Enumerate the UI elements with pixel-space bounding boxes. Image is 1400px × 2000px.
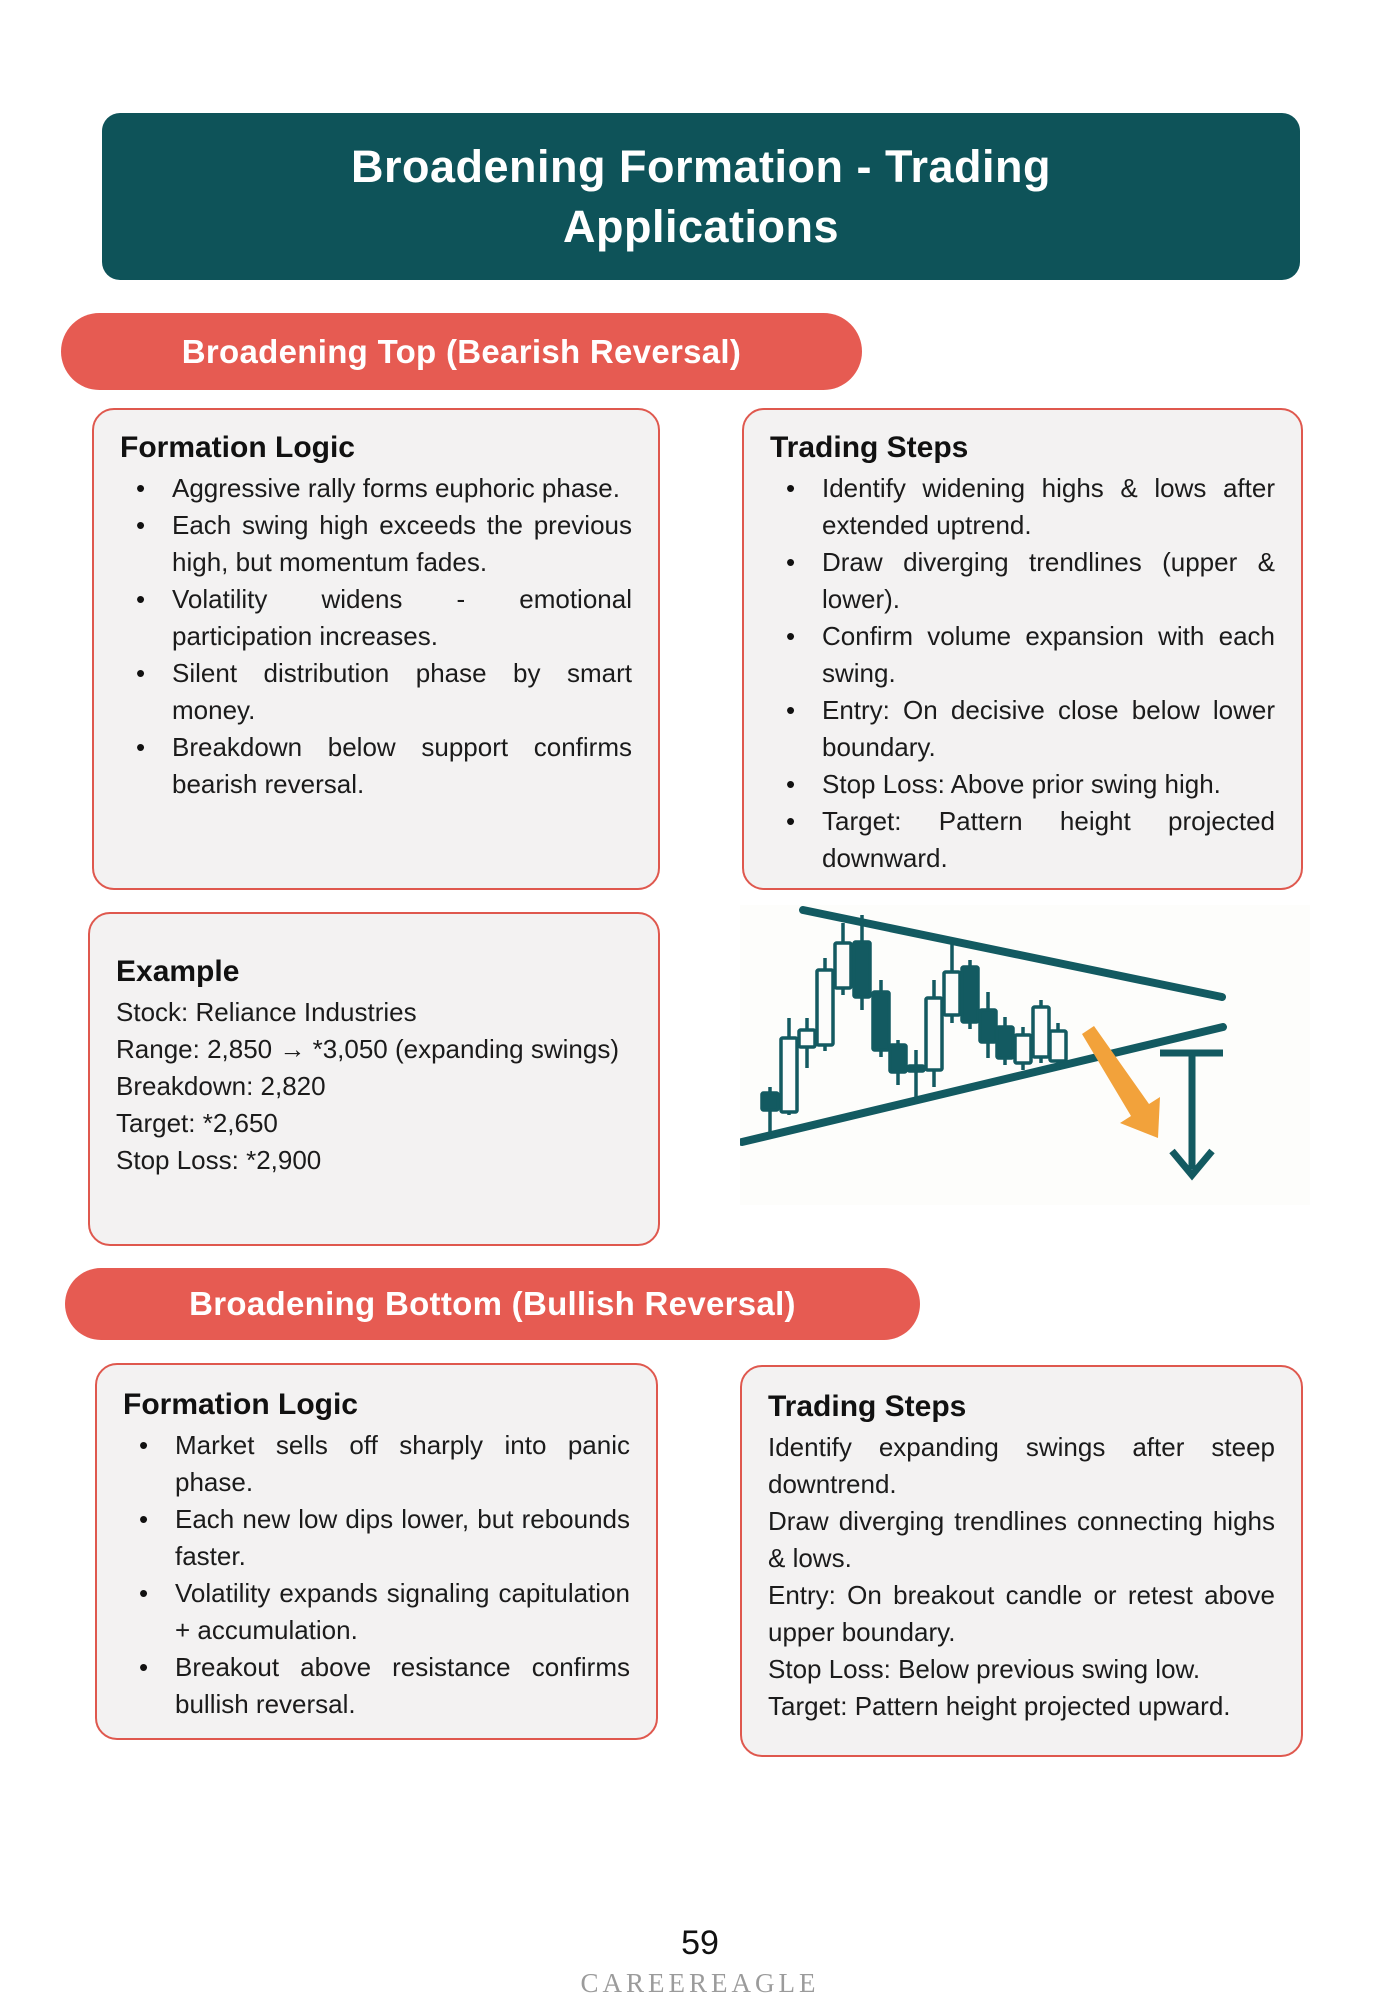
candlestick bbox=[1050, 1023, 1066, 1067]
bullet-item: • Volatility widens - emotional participation increases. bbox=[120, 581, 632, 655]
formation-logic-box-top bbox=[92, 408, 660, 890]
trading-steps-list bbox=[770, 470, 1275, 877]
candlestick bbox=[962, 960, 978, 1029]
bullet-item: • Each new low dips lower, but rebounds faster. bbox=[123, 1501, 630, 1575]
example-line: Target: *2,650 bbox=[116, 1108, 278, 1138]
formation-logic-box-bottom bbox=[95, 1363, 658, 1740]
bullet-item: • Aggressive rally forms euphoric phase. bbox=[120, 470, 632, 507]
bullet-item: • Stop Loss: Above prior swing high. bbox=[770, 766, 1275, 803]
bullet-item: • Breakout above resistance confirms bullish reversal. bbox=[123, 1649, 630, 1723]
bullet-item: • Entry: On decisive close below lower boundary. bbox=[770, 692, 1275, 766]
page-header-banner bbox=[102, 113, 1300, 280]
candlestick bbox=[1015, 1027, 1031, 1070]
box-title: Trading Steps bbox=[768, 1390, 967, 1423]
candlestick bbox=[873, 980, 889, 1057]
example-line: Stop Loss: *2,900 bbox=[116, 1145, 322, 1175]
bullet-item: • Confirm volume expansion with each swing. bbox=[770, 618, 1275, 692]
box-title: Example bbox=[116, 955, 240, 988]
brand-logo-text: CAREEREAGLE bbox=[580, 1968, 820, 1998]
trading-steps-lines bbox=[768, 1429, 1275, 1725]
page-title: Broadening Formation - Trading Applications bbox=[351, 140, 1051, 252]
bullet-item: • Market sells off sharply into panic phase. bbox=[123, 1427, 630, 1501]
trading-step-line: Draw diverging trendlines connecting highs & lows. bbox=[768, 1506, 1275, 1573]
bullet-item: • Each swing high exceeds the previous high, but momentum fades. bbox=[120, 507, 632, 581]
section-banner-label: Broadening Top (Bearish Reversal) bbox=[181, 332, 742, 370]
box-title: Trading Steps bbox=[770, 431, 969, 464]
section-banner-label: Broadening Bottom (Bullish Reversal) bbox=[189, 1285, 796, 1322]
section-banner-broadening-top bbox=[61, 313, 862, 390]
trading-step-line: Identify expanding swings after steep downtrend. bbox=[768, 1432, 1275, 1499]
candlestick bbox=[817, 958, 833, 1051]
bullet-item: • Identify widening highs & lows after extended uptrend. bbox=[770, 470, 1275, 544]
formation-logic-list bbox=[123, 1427, 630, 1723]
example-line: Breakdown: 2,820 bbox=[116, 1071, 326, 1101]
example-box bbox=[88, 912, 660, 1246]
trading-step-line: Stop Loss: Below previous swing low. bbox=[768, 1654, 1201, 1684]
trading-step-line: Target: Pattern height projected upward. bbox=[768, 1691, 1231, 1721]
bullet-item: • Breakdown below support confirms bearish reversal. bbox=[120, 729, 632, 803]
section-banner-broadening-bottom bbox=[65, 1268, 920, 1340]
candlestick-pattern-illustration bbox=[740, 905, 1310, 1205]
bullet-item: • Silent distribution phase by smart money. bbox=[120, 655, 632, 729]
example-line: Range: 2,850 → *3,050 (expanding swings) bbox=[116, 1034, 619, 1064]
trading-step-line: Entry: On breakout candle or retest above upper boundary. bbox=[768, 1580, 1275, 1647]
trading-steps-box-top bbox=[742, 408, 1303, 890]
box-title: Formation Logic bbox=[120, 431, 355, 464]
formation-logic-list bbox=[120, 470, 632, 803]
candlestick bbox=[1033, 1000, 1049, 1063]
example-line: Stock: Reliance Industries bbox=[116, 997, 417, 1027]
bullet-item: • Volatility expands signaling capitulation + accumulation. bbox=[123, 1575, 630, 1649]
bullet-item: • Target: Pattern height projected downward. bbox=[770, 803, 1275, 877]
trading-steps-box-bottom bbox=[740, 1365, 1303, 1757]
example-lines bbox=[116, 994, 632, 1179]
box-title: Formation Logic bbox=[123, 1388, 358, 1421]
bullet-item: • Draw diverging trendlines (upper & lower). bbox=[770, 544, 1275, 618]
page-number: 59 bbox=[681, 1924, 719, 1962]
